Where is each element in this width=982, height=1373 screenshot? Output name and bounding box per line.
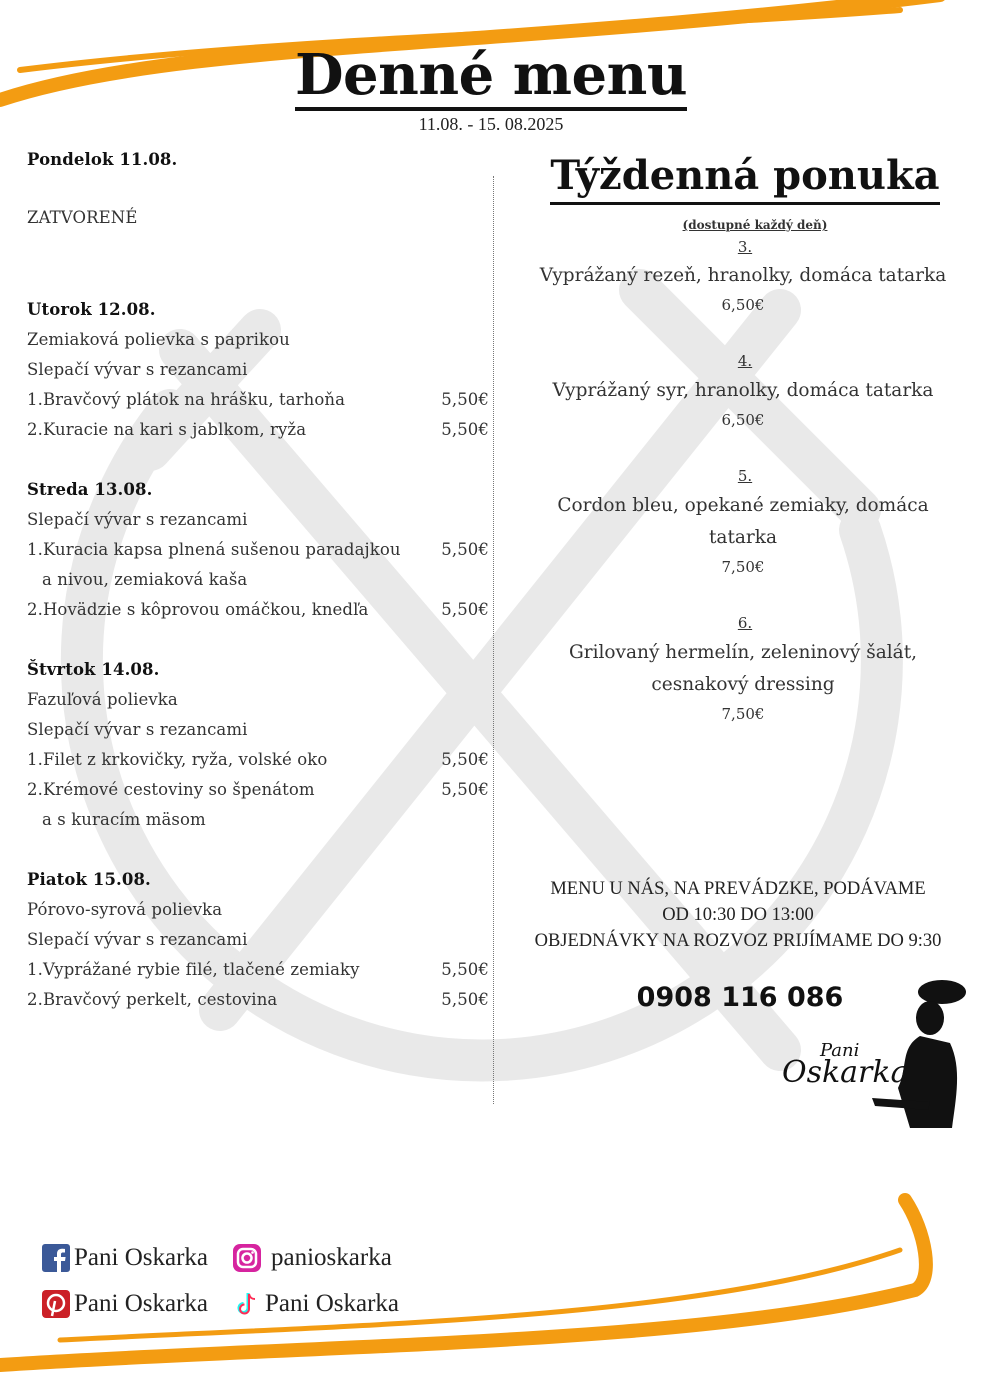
- facebook-label: Pani Oskarka: [74, 1244, 208, 1271]
- instagram-icon: [233, 1244, 261, 1272]
- weekly-offer-title: Týždenná ponuka: [510, 150, 980, 205]
- service-hours: OD 10:30 DO 13:00: [662, 905, 814, 925]
- menu-item: [27, 390, 489, 409]
- column-divider: [493, 176, 494, 1104]
- weekly-item-description: Vyprážaný rezeň, hranolky, domáca tatarka: [539, 265, 947, 286]
- weekly-item-price: 7,50€: [721, 705, 765, 723]
- menu-item: [27, 330, 489, 349]
- menu-item: [27, 930, 489, 949]
- menu-item: [27, 960, 489, 979]
- menu-item-price: 5,50€: [441, 540, 489, 559]
- menu-item-text: Slepačí vývar s rezancami: [27, 360, 248, 379]
- weekly-item-description: Grilovaný hermelín, zeleninový šalát,: [568, 642, 918, 663]
- date-range: 11.08. - 15. 08.2025: [418, 114, 564, 134]
- pani-oskarka-logo: [780, 978, 970, 1133]
- day-heading: Streda 13.08.: [27, 480, 153, 499]
- menu-item-price: 5,50€: [441, 750, 489, 769]
- menu-item-text: 2.Bravčový perkelt, cestovina: [27, 990, 278, 1009]
- weekly-item-price: 6,50€: [721, 411, 765, 429]
- delivery-info: OBJEDNÁVKY NA ROZVOZ PRIJÍMAME DO 9:30: [534, 931, 942, 951]
- instagram-label: panioskarka: [271, 1244, 392, 1271]
- menu-item-text: ZATVORENÉ: [27, 208, 138, 227]
- weekly-item-price: 7,50€: [721, 558, 765, 576]
- menu-item: [27, 540, 489, 559]
- menu-item: [27, 420, 489, 439]
- weekly-item-number: 4.: [737, 352, 753, 370]
- menu-item-text: a s kuracím mäsom: [42, 810, 206, 829]
- svg-text:Oskarka: Oskarka: [782, 1055, 909, 1090]
- pinterest-icon: [42, 1290, 70, 1318]
- day-heading: Utorok 12.08.: [27, 300, 156, 319]
- menu-item-price: 5,50€: [441, 780, 489, 799]
- menu-item-text: Slepačí vývar s rezancami: [27, 930, 248, 949]
- svg-text:Pani: Pani: [820, 1040, 860, 1061]
- menu-item: [27, 990, 489, 1009]
- weekly-item-number: 6.: [737, 614, 753, 632]
- menu-item: [27, 810, 504, 829]
- menu-item-text: Pórovo-syrová polievka: [27, 900, 223, 919]
- tiktok-link[interactable]: [233, 1290, 399, 1318]
- menu-item: [27, 720, 489, 739]
- phone-number[interactable]: 0908 116 086: [636, 982, 844, 1013]
- weekly-item-description: Vyprážaný syr, hranolky, domáca tatarka: [552, 380, 934, 401]
- menu-item-price: 5,50€: [441, 420, 489, 439]
- availability-note: (dostupné každý deň): [682, 218, 828, 232]
- pinterest-label: Pani Oskarka: [74, 1290, 208, 1317]
- page-title: Denné menu: [0, 42, 982, 111]
- facebook-link[interactable]: [42, 1244, 208, 1272]
- menu-item: [27, 690, 489, 709]
- menu-item-text: 2.Hovädzie s kôprovou omáčkou, knedľa: [27, 600, 369, 619]
- weekly-item-description: Cordon bleu, opekané zemiaky, domáca: [557, 495, 929, 516]
- instagram-link[interactable]: [233, 1244, 392, 1272]
- facebook-icon: [42, 1244, 70, 1272]
- menu-item: [27, 600, 489, 619]
- pinterest-link[interactable]: [42, 1290, 208, 1318]
- menu-item: [27, 570, 504, 589]
- tiktok-label: Pani Oskarka: [265, 1290, 399, 1317]
- menu-item: [27, 208, 489, 227]
- day-heading: Štvrtok 14.08.: [27, 660, 160, 679]
- menu-item: [27, 750, 489, 769]
- service-info-line: MENU U NÁS, NA PREVÁDZKE, PODÁVAME: [550, 879, 926, 899]
- menu-item-text: 1.Vyprážané rybie filé, tlačené zemiaky: [27, 960, 360, 979]
- menu-item-text: Fazuľová polievka: [27, 690, 178, 709]
- day-heading: Pondelok 11.08.: [27, 150, 178, 169]
- weekly-item-number: 5.: [737, 467, 753, 485]
- menu-item-text: 2.Krémové cestoviny so špenátom: [27, 780, 315, 799]
- menu-item-price: 5,50€: [441, 390, 489, 409]
- menu-item-text: Slepačí vývar s rezancami: [27, 720, 248, 739]
- menu-item-text: Zemiaková polievka s paprikou: [27, 330, 290, 349]
- menu-item-price: 5,50€: [441, 990, 489, 1009]
- tiktok-icon: [233, 1290, 261, 1318]
- menu-item: [27, 510, 489, 529]
- menu-item: [27, 360, 489, 379]
- menu-item: [27, 900, 489, 919]
- weekly-item-description-cont: cesnakový dressing: [651, 674, 835, 695]
- menu-item-text: a nivou, zemiaková kaša: [42, 570, 248, 589]
- menu-item-text: 1.Kuracia kapsa plnená sušenou paradajkou: [27, 540, 401, 559]
- menu-item-price: 5,50€: [441, 960, 489, 979]
- menu-item-text: 1.Bravčový plátok na hrášku, tarhoňa: [27, 390, 346, 409]
- weekly-item-description-cont: tatarka: [708, 527, 777, 548]
- menu-item: [27, 780, 489, 799]
- menu-item-price: 5,50€: [441, 600, 489, 619]
- weekly-item-price: 6,50€: [721, 296, 765, 314]
- menu-item-text: 2.Kuracie na kari s jablkom, ryža: [27, 420, 307, 439]
- day-heading: Piatok 15.08.: [27, 870, 151, 889]
- menu-item-text: Slepačí vývar s rezancami: [27, 510, 248, 529]
- weekly-item-number: 3.: [737, 238, 753, 256]
- menu-item-text: 1.Filet z krkovičky, ryža, volské oko: [27, 750, 328, 769]
